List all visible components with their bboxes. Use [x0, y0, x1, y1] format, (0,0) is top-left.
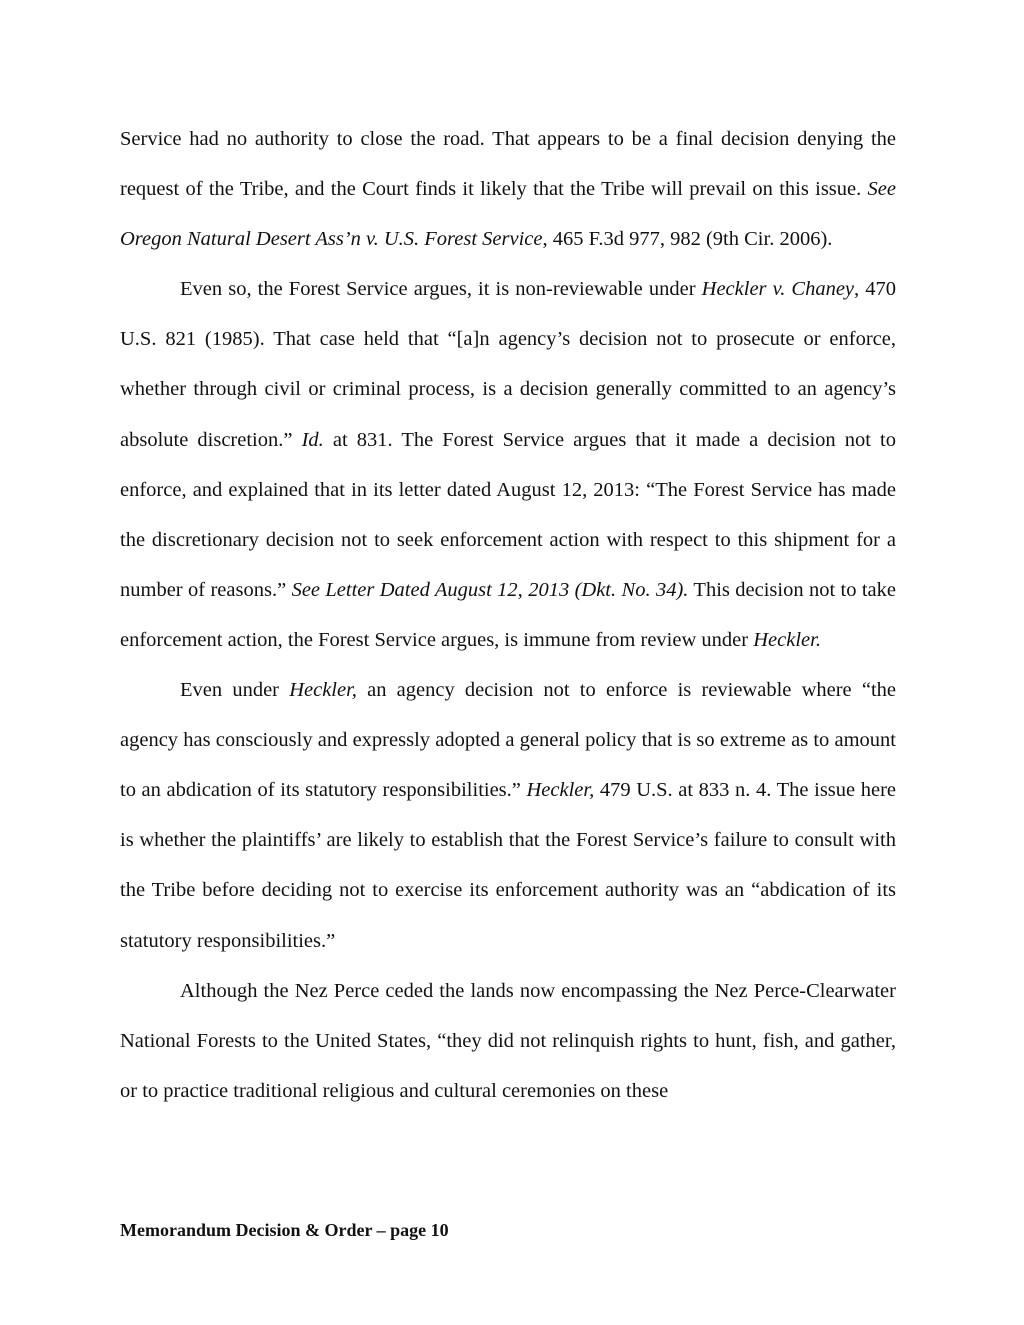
paragraph-text: Even under: [180, 679, 290, 702]
citation-text: Heckler,: [526, 779, 595, 802]
paragraph: [120, 264, 896, 665]
citation-text: Heckler,: [289, 679, 357, 702]
citation-text: Heckler.: [753, 628, 821, 651]
paragraph-text: Service had no authority to close the road. That appears to be a final decision denying the request of the Tribe, and the Court finds it likely that the Tribe will prevail on this issue.: [120, 128, 896, 201]
citation-text: Id.: [301, 428, 324, 451]
paragraph-text: an agency decision not to enforce is reviewable where “the agency has consciously and expressly adopted a general policy that is so extreme as to amount to an abdication of its statutory responsibilities.”: [120, 679, 896, 802]
paragraph: [120, 966, 896, 1116]
citation-text: See Letter Dated August 12, 2013 (Dkt. No. 34).: [291, 578, 689, 601]
citation-text: See Oregon Natural Desert Ass’n v. U.S. Forest Service: [120, 178, 896, 251]
paragraph-text: Even so, the Forest Service argues, it is non-reviewable under: [180, 278, 702, 301]
paragraph-text: , 465 F.3d 977, 982 (9th Cir. 2006).: [542, 228, 833, 251]
citation-text: Heckler v. Chaney: [701, 278, 855, 301]
paragraph-text: Although the Nez Perce ceded the lands now encompassing the Nez Perce-Clearwater National Forests to the United States, “they did not relinquish rights to hunt, fish, and gather, or to practice traditional religious and cultural ceremonies on these: [120, 979, 896, 1102]
paragraph-text: 479 U.S. at 833 n. 4. The issue here is whether the plaintiffs’ are likely to establish that the Forest Service’s failure to consult with the Tribe before deciding not to exercise its enforcement authority was an “abdication of its statutory responsibilities.”: [120, 779, 897, 952]
paragraph-text: at 831. The Forest Service argues that it made a decision not to enforce, and explained that in its letter dated August 12, 2013: “The Forest Service has made the discretionary decision not to seek enforcement action with respect to this shipment for a number of reasons.”: [120, 428, 896, 601]
body-text: [120, 114, 896, 1116]
paragraph-text: , 470 U.S. 821 (1985). That case held that “[a]n agency’s decision not to prosecute or enforce, whether through civil or criminal process, is a decision generally committed to an agency’s absolute discretion.”: [120, 278, 897, 451]
paragraph: [120, 665, 896, 966]
page-footer: Memorandum Decision & Order – page 10: [120, 1220, 449, 1240]
paragraph-text: This decision not to take enforcement action, the Forest Service argues, is immune from review under: [120, 578, 897, 651]
paragraph: [120, 114, 896, 264]
